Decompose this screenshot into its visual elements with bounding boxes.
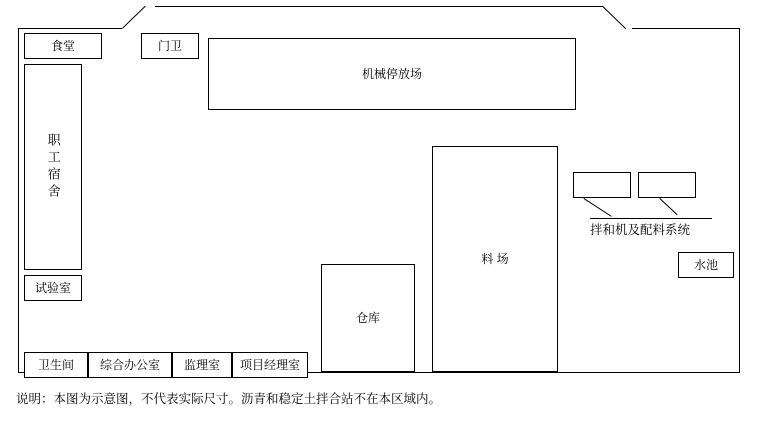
block-warehouse[interactable]: [321, 264, 415, 372]
block-general-office[interactable]: [88, 352, 172, 378]
block-general-office-label: 综合办公室: [99, 357, 160, 372]
boundary-right: [739, 28, 740, 373]
block-supervision-room[interactable]: [172, 352, 232, 378]
block-water-pool-label: 水池: [693, 257, 718, 272]
block-lab[interactable]: [24, 275, 82, 301]
boundary-top-left-segment: [18, 28, 122, 29]
block-restroom[interactable]: [24, 352, 88, 378]
block-restroom-label: 卫生间: [37, 357, 74, 372]
block-canteen[interactable]: [24, 33, 102, 59]
block-machinery-yard-label: 机械停放场: [361, 66, 422, 81]
mixer-left-leader-line: [583, 198, 611, 217]
mixer-right-leader-line: [659, 198, 677, 215]
boundary-top-middle-segment: [155, 6, 603, 7]
block-staff-dormitory[interactable]: [24, 64, 82, 270]
boundary-left: [18, 28, 19, 373]
block-mixer-left[interactable]: [573, 172, 631, 198]
block-project-manager-room-label: 项目经理室: [239, 357, 300, 372]
block-material-yard-label: 料 场: [481, 251, 509, 266]
block-water-pool[interactable]: [678, 252, 734, 278]
boundary-top-right-segment: [632, 28, 740, 29]
block-mixer-right[interactable]: [638, 172, 696, 198]
block-staff-dormitory-label: 职工宿舍: [45, 133, 61, 201]
boundary-top-left-diagonal: [122, 6, 146, 29]
block-gatehouse-label: 门卫: [157, 38, 182, 53]
block-warehouse-label: 仓库: [355, 310, 380, 325]
annotation-mixing-system: 拌和机及配料系统: [590, 223, 691, 237]
block-lab-label: 试验室: [34, 280, 71, 295]
diagram-note: 说明：本图为示意图，不代表实际尺寸。沥青和稳定土拌合站不在本区域内。: [16, 392, 442, 406]
boundary-top-right-diagonal: [602, 6, 626, 29]
block-gatehouse[interactable]: [141, 33, 199, 59]
block-machinery-yard[interactable]: [208, 38, 576, 110]
block-supervision-room-label: 监理室: [183, 357, 220, 372]
mixing-system-underline: [590, 218, 712, 219]
block-material-yard[interactable]: [432, 146, 558, 372]
block-project-manager-room[interactable]: [232, 352, 308, 378]
block-canteen-label: 食堂: [50, 38, 75, 53]
